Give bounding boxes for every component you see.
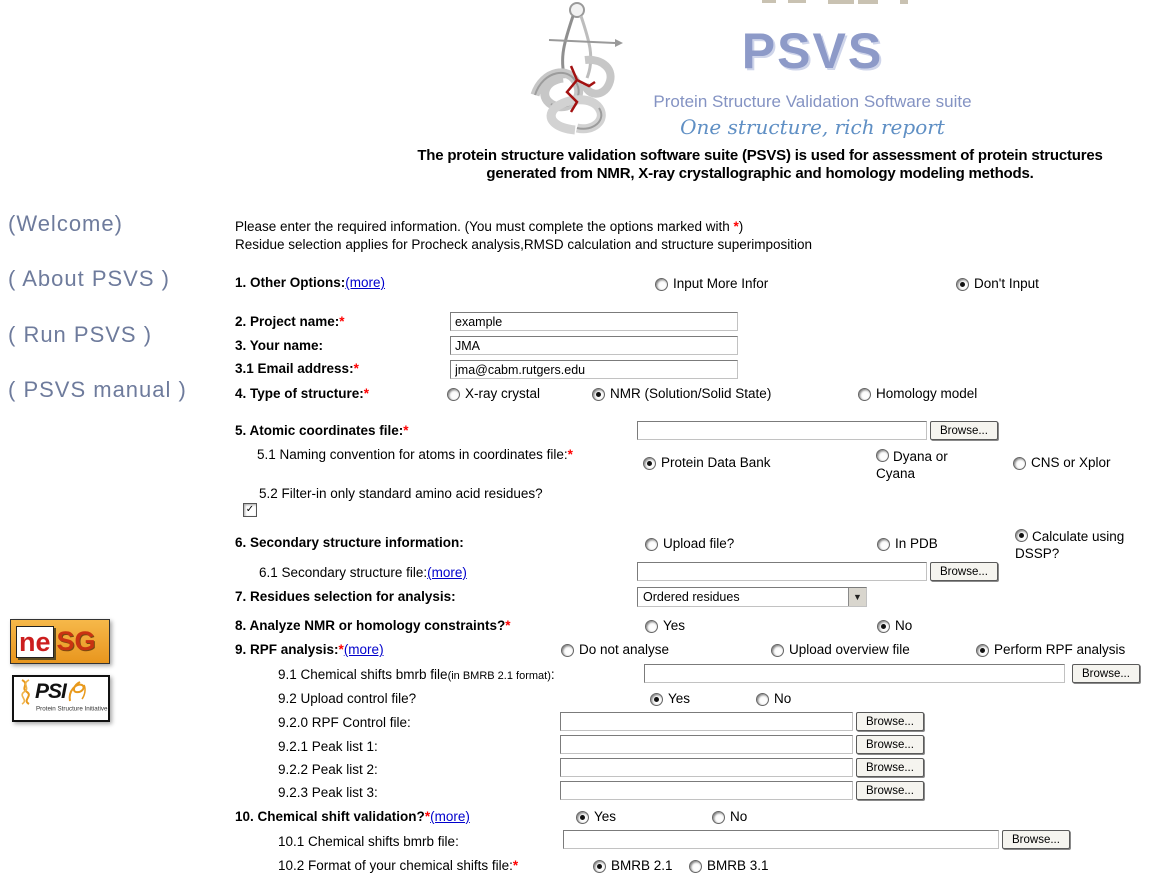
in-pdb-option[interactable]: In PDB [877, 536, 938, 551]
nesg-logo-sg: SG [56, 626, 96, 656]
sidebar-item-about[interactable]: ( About PSVS ) [8, 266, 170, 291]
pdb-naming-option[interactable]: Protein Data Bank [643, 455, 771, 470]
clipped-text-fragment [828, 0, 854, 4]
dyana-naming-option[interactable]: Dyana or Cyana [876, 449, 948, 481]
peak-list2-browse-button[interactable]: Browse... [856, 758, 924, 777]
sidebar-item-manual[interactable]: ( PSVS manual ) [8, 377, 187, 402]
intro-line1: Please enter the required information. (You must complete the options marked with *) [235, 219, 744, 234]
validation-no-radio[interactable] [712, 811, 725, 824]
clipped-text-fragment [900, 0, 908, 4]
validation-yes-option[interactable]: Yes [576, 809, 616, 824]
nesg-logo [10, 619, 110, 664]
validation-shifts-file-input[interactable] [563, 830, 999, 849]
brand-subtitle: Protein Structure Validation Software suite [653, 92, 972, 111]
peak-list1-input[interactable] [560, 735, 853, 754]
rpf-upload-radio[interactable] [771, 644, 784, 657]
brand-block [645, 22, 980, 139]
bmrb31-option[interactable]: BMRB 3.1 [689, 858, 769, 873]
peak-list3-label: 9.2.3 Peak list 3: [278, 785, 378, 800]
secondary-structure-file-input[interactable] [637, 562, 927, 581]
rpf-analysis-label: 9. RPF analysis:*(more) [235, 642, 384, 657]
rpf-control-browse-button[interactable]: Browse... [856, 712, 924, 731]
pdb-naming-radio[interactable] [643, 457, 656, 470]
email-input[interactable] [450, 360, 738, 379]
psi-logo-text: PSI [35, 680, 66, 703]
control-yes-option[interactable]: Yes [650, 691, 690, 706]
intro-text [235, 218, 812, 253]
ribbon-flourish-icon [66, 679, 88, 705]
dna-helix-icon [17, 678, 35, 706]
filter-residues-label: 5.2 Filter-in only standard amino acid residues? [259, 486, 543, 501]
dssp-option[interactable]: Calculate using DSSP? [1015, 529, 1125, 561]
constraints-yes-radio[interactable] [645, 620, 658, 633]
rpf-none-radio[interactable] [561, 644, 574, 657]
rpf-more-link[interactable]: (more) [343, 642, 384, 657]
protein-ribbon-structure-icon [515, 0, 635, 140]
control-yes-radio[interactable] [650, 693, 663, 706]
rpf-shifts-file-label: 9.1 Chemical shifts bmrb file(in BMRB 2.1 format): [278, 667, 555, 682]
peak-list1-label: 9.2.1 Peak list 1: [278, 739, 378, 754]
your-name-input[interactable] [450, 336, 738, 355]
residues-selection-dropdown[interactable]: Ordered residues ▼ [637, 587, 867, 607]
psi-logo [12, 675, 110, 722]
dont-input-radio[interactable] [956, 278, 969, 291]
secondary-structure-more-link[interactable]: (more) [427, 565, 467, 580]
page-title: PSVS [741, 23, 884, 79]
shift-validation-more-link[interactable]: (more) [430, 809, 470, 824]
constraints-yes-option[interactable]: Yes [645, 618, 685, 633]
description-line1: The protein structure validation software suite (PSVS) is used for assessment of protein structures [417, 147, 1103, 164]
other-options-more-link[interactable]: (more) [345, 275, 386, 290]
nmr-radio[interactable] [592, 388, 605, 401]
rpf-none-option[interactable]: Do not analyse [561, 642, 669, 657]
bmrb31-radio[interactable] [689, 860, 702, 873]
rpf-control-file-label: 9.2.0 RPF Control file: [278, 715, 411, 730]
dssp-radio[interactable] [1015, 529, 1028, 542]
sidebar-item-welcome[interactable]: (Welcome) [8, 211, 123, 236]
control-no-option[interactable]: No [756, 691, 791, 706]
clipped-text-fragment [788, 0, 806, 3]
sidebar-item-run[interactable]: ( Run PSVS ) [8, 322, 153, 347]
description-line2: generated from NMR, X-ray crystallographic and homology modeling methods. [486, 165, 1034, 182]
secondary-structure-file-label: 6.1 Secondary structure file:(more) [259, 565, 467, 580]
control-no-radio[interactable] [756, 693, 769, 706]
xray-option[interactable]: X-ray crystal [447, 386, 540, 401]
coordinates-file-label: 5. Atomic coordinates file:* [235, 423, 409, 438]
homology-radio[interactable] [858, 388, 871, 401]
in-pdb-radio[interactable] [877, 538, 890, 551]
upload-file-option[interactable]: Upload file? [645, 536, 734, 551]
homology-option[interactable]: Homology model [858, 386, 977, 401]
peak-list1-browse-button[interactable]: Browse... [856, 735, 924, 754]
constraints-no-radio[interactable] [877, 620, 890, 633]
rpf-shifts-browse-button[interactable]: Browse... [1072, 664, 1140, 683]
shifts-format-label: 10.2 Format of your chemical shifts file:* [278, 858, 519, 873]
naming-convention-label: 5.1 Naming convention for atoms in coordinates file:* [257, 447, 573, 462]
coordinates-browse-button[interactable]: Browse... [930, 421, 998, 440]
filter-residues-checkbox[interactable]: ✓ [243, 503, 257, 517]
peak-list2-input[interactable] [560, 758, 853, 777]
nesg-logo-ne: ne [16, 626, 54, 658]
validation-shifts-browse-button[interactable]: Browse... [1002, 830, 1070, 849]
cns-naming-radio[interactable] [1013, 457, 1026, 470]
rpf-shifts-file-input[interactable] [644, 664, 1065, 683]
clipped-text-fragment [858, 0, 878, 4]
required-asterisk: * [733, 219, 739, 234]
project-name-label: 2. Project name:* [235, 314, 345, 329]
input-more-info-option[interactable]: Input More Infor [655, 276, 768, 291]
bmrb21-radio[interactable] [593, 860, 606, 873]
upload-file-radio[interactable] [645, 538, 658, 551]
peak-list3-browse-button[interactable]: Browse... [856, 781, 924, 800]
your-name-label: 3. Your name: [235, 338, 324, 353]
rpf-perform-option[interactable]: Perform RPF analysis [976, 642, 1125, 657]
upload-control-label: 9.2 Upload control file? [278, 691, 417, 706]
psi-logo-subtext: Protein Structure Initiative [36, 705, 108, 713]
secondary-structure-label: 6. Secondary structure information: [235, 535, 464, 550]
dont-input-option[interactable]: Don't Input [956, 276, 1039, 291]
chevron-down-icon[interactable]: ▼ [848, 588, 866, 606]
bmrb21-option[interactable]: BMRB 2.1 [593, 858, 673, 873]
nmr-option[interactable]: NMR (Solution/Solid State) [592, 386, 771, 401]
other-options-label: 1. Other Options:(more) [235, 275, 386, 290]
site-description [360, 147, 1160, 183]
structure-type-label: 4. Type of structure:* [235, 386, 370, 401]
secondary-structure-browse-button[interactable]: Browse... [930, 562, 998, 581]
intro-line2: Residue selection applies for Procheck analysis,RMSD calculation and structure superimposition [235, 236, 813, 252]
peak-list2-label: 9.2.2 Peak list 2: [278, 762, 378, 777]
coordinates-file-input[interactable] [637, 421, 927, 440]
constraints-no-option[interactable]: No [877, 618, 912, 633]
xray-radio[interactable] [447, 388, 460, 401]
clipped-text-fragment [762, 0, 776, 3]
rpf-upload-option[interactable]: Upload overview file [771, 642, 910, 657]
validation-shifts-file-label: 10.1 Chemical shifts bmrb file: [278, 834, 459, 849]
validation-yes-radio[interactable] [576, 811, 589, 824]
analyze-constraints-label: 8. Analyze NMR or homology constraints?* [235, 618, 511, 633]
brand-tagline: One structure, rich report [680, 115, 945, 139]
peak-list3-input[interactable] [560, 781, 853, 800]
rpf-control-file-input[interactable] [560, 712, 853, 731]
validation-no-option[interactable]: No [712, 809, 747, 824]
shift-validation-label: 10. Chemical shift validation?*(more) [235, 809, 470, 824]
input-more-info-radio[interactable] [655, 278, 668, 291]
rpf-perform-radio[interactable] [976, 644, 989, 657]
project-name-input[interactable] [450, 312, 738, 331]
cns-naming-option[interactable]: CNS or Xplor [1013, 455, 1111, 470]
email-label: 3.1 Email address:* [235, 361, 359, 376]
dyana-naming-radio[interactable] [876, 449, 889, 462]
residues-selection-label: 7. Residues selection for analysis: [235, 589, 456, 604]
